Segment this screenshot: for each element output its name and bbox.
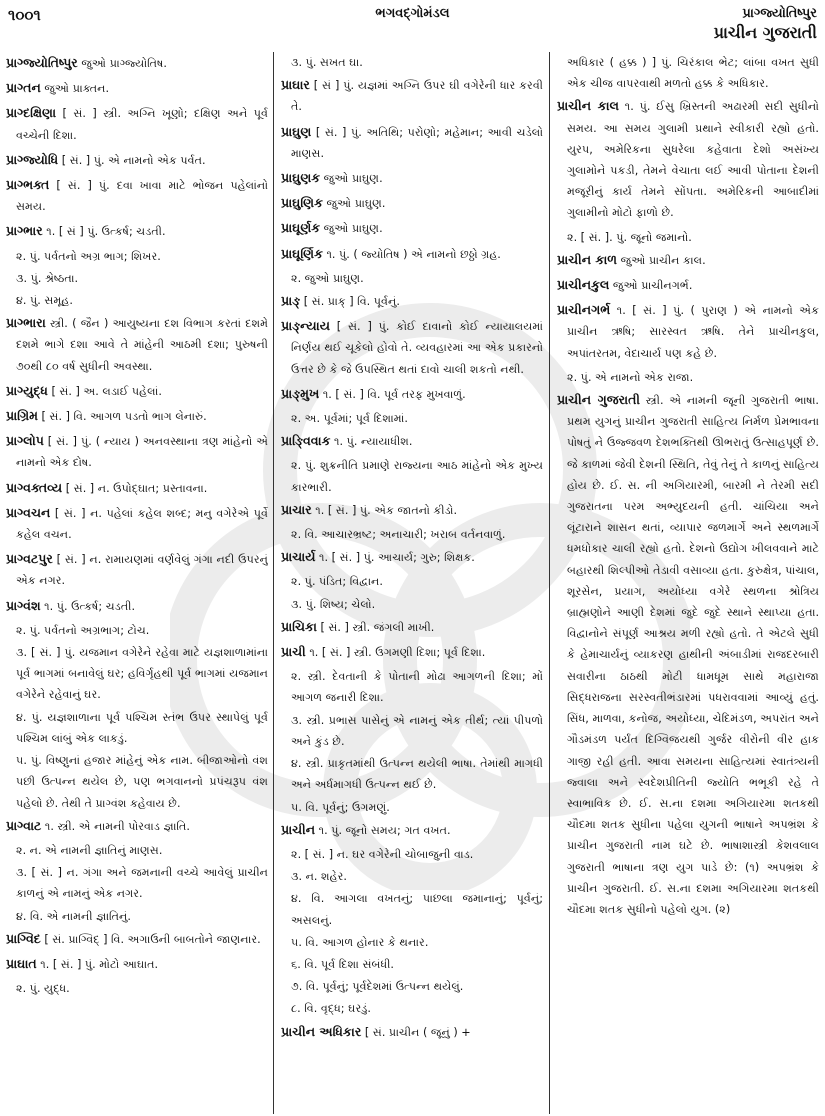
- dictionary-entry: [6, 928, 268, 950]
- definition-text: સ્ત્રી. ( જૈન ) આયુષ્યના દશ વિભાગ કરતાં દશમે દશમે ભાગે દશા આવે તે માંહેની આઠમી દશા; પુરુષની ૭૦થી ૮૦ વર્ષ સુધીની અવસ્થા.: [16, 317, 268, 373]
- dictionary-entry: [281, 383, 543, 405]
- definition-text: ૧. [ સં. ] પું. ( પુરાણ ) એ નામનો એક પ્રાચીન ઋષિ; સારસ્વત ઋષિ. તેને પ્રાચીનકુલ, અપાંતરતમ, વેદાચાર્ય પણ કહે છે.: [567, 304, 819, 360]
- sense-definition: ૨. પું. પર્વતનો અગ્ર ભાગ; શિખર.: [16, 249, 161, 263]
- sense-definition: ૨. સ્ત્રી. દેવતાની કે પોતાની મોઢા આગળની દિશા; મોં આગળ જનારી દિશા.: [291, 670, 543, 705]
- definition-text: [ સં ] પું. યજ્ઞમાં અગ્નિ ઉપર ઘી વગેરેની ધાર કરવી તે.: [291, 79, 543, 114]
- definition-text: ૧. [ સં ] પું. ઉત્કર્ષ; ચડતી.: [42, 225, 166, 239]
- sense-definition: ૨. [ સં. ] ન. ઘર વગેરેની ચોબાજુની વાડ.: [291, 847, 474, 861]
- headword: પ્રાગ્ભારા: [6, 315, 46, 331]
- headword: પ્રાગ્વિદ: [6, 930, 41, 946]
- sense-definition: ૨. ન. એ નામની જ્ઞાતિનું માણસ.: [16, 843, 163, 857]
- dictionary-entry: [557, 249, 819, 271]
- sense-definition: ૫. વિ. આગળ હોનાર કે થનાર.: [291, 935, 429, 949]
- page-header: [0, 0, 825, 50]
- sense-definition: ૪. પું. યજ્ઞશાળાના પૂર્વ પશ્ચિમ સ્તંભ ઉપર સ્થાપેલું પૂર્વ પશ્ચિમ લાંબું એક લાકડું.: [16, 710, 268, 745]
- headword: પ્રાઘૂર્ણક: [281, 220, 321, 236]
- definition-text: [ સં. ] અ. લડાઈ પહેલાં.: [47, 384, 162, 398]
- sense-definition: ૬. વિ. પૂર્વ દિશા સંબંધી.: [291, 957, 394, 971]
- dictionary-entry: [557, 95, 819, 223]
- column-divider: [273, 52, 274, 1114]
- headword: પ્રાચાર: [281, 501, 312, 517]
- sense-definition: અધિકાર ( હક્ક ) ] પું. ચિરંકાલ ભેટ; લાંબા વખત સુધી એક ચીજ વાપરવાથી મળતો હક્ક કે અધિકાર.: [567, 56, 819, 91]
- headword: પ્રાગ્લોપ: [6, 433, 44, 449]
- definition-text: [ સં. ] સ્ત્રી. અગ્નિ ખૂણો; દક્ષિણ અને પૂર્વ વચ્ચેની દિશા.: [16, 107, 268, 142]
- headword: પ્રાઙ્મુખ: [281, 385, 320, 401]
- definition-text: [ સં. ] સ્ત્રી. જંગલી માખી.: [316, 620, 435, 634]
- definition-text: [ સં. ] ન. ઉપોદ્ઘાત; પ્રસ્તાવના.: [62, 481, 208, 495]
- definition-text: [ સં. ] પું. એ નામનો એક પર્વત.: [58, 153, 206, 167]
- dictionary-columns: [0, 52, 825, 1116]
- definition-text: ૧. [ સં. ] પું. મોટો આઘાત.: [36, 957, 159, 971]
- sense-definition: ૨. જુઓ પ્રાઘુણ.: [291, 271, 364, 285]
- definition-text: ૧. [ સં. ] પું. આચાર્ય; ગુરુ; શિક્ષક.: [315, 551, 475, 565]
- dictionary-entry: [6, 595, 268, 617]
- headword: પ્રાઘૂર્ણિક: [281, 245, 323, 261]
- definition-text: [ સં. ] ન. પહેલાં કહેલ શબ્દ; મનુ વગેરેએ પૂર્વે કહેલ વચન.: [16, 506, 268, 542]
- column-3: [557, 52, 819, 1112]
- sense-definition: ૮. વિ. વૃદ્ધ; ઘરડું.: [291, 1002, 371, 1016]
- running-title: ભગવદ્ગોમંડલ: [375, 6, 450, 21]
- definition-text: ૧. પું. ઉત્કર્ષ; ચડતી.: [40, 599, 135, 613]
- dictionary-entry: [6, 548, 268, 591]
- dictionary-entry: [281, 546, 543, 568]
- headword: પ્રાગ્વંશ: [6, 597, 41, 613]
- dictionary-entry: [281, 641, 543, 663]
- column-2: [281, 52, 543, 1112]
- sense-definition: ૩. પું. શિષ્ય; ચેલો.: [291, 597, 376, 611]
- dictionary-entry: [281, 192, 543, 214]
- dictionary-entry: [6, 149, 268, 171]
- definition-text: [ સં. ] વિ. આગળ પડતો ભાગ લેનારું.: [37, 410, 207, 424]
- definition-text: [ સં. ] પું. દવા ખાવા માટે ભોજન પહેલાંનો સમય.: [16, 179, 268, 214]
- dictionary-entry: [281, 1021, 543, 1043]
- dictionary-entry: [557, 389, 819, 920]
- dictionary-entry: [6, 477, 268, 499]
- headword: પ્રાચીન ગુજરાતી: [557, 392, 640, 408]
- headword: પ્રાચાર્ય: [281, 549, 316, 565]
- sense-definition: ૩. પું. શ્રેષ્ઠતા.: [16, 271, 79, 285]
- column-1: [6, 52, 268, 1112]
- sense-definition: ૨. પું. પંડિત; વિદ્વાન.: [291, 575, 383, 589]
- headword: પ્રાઘુણક: [281, 170, 321, 186]
- headword: પ્રાચીન: [281, 821, 316, 837]
- sense-definition: ૫. વિ. પૂર્વનું; ઉગમણું.: [291, 800, 390, 814]
- definition-text: ૧. પું. ( જ્યોતિષ ) એ નામનો છઠ્ઠો ગ્રહ.: [322, 247, 501, 261]
- dictionary-entry: [6, 380, 268, 402]
- headword: પ્રાચીન અધિકાર: [281, 1023, 362, 1039]
- guide-word-first: પ્રાગ્જ્યોતિષ્પુર: [742, 6, 817, 21]
- dictionary-entry: [6, 405, 268, 427]
- page-number: ૧૦૦૧: [8, 6, 41, 24]
- headword: પ્રાગ્યુદ્ધ: [6, 382, 48, 398]
- dictionary-entry: [281, 290, 543, 312]
- dictionary-entry: [281, 121, 543, 164]
- sense-definition: ૩. ન. શહેર.: [291, 870, 347, 884]
- headword: પ્રાગ્દક્ષિણા: [6, 105, 57, 121]
- headword: પ્રાગ્વટપુર: [6, 551, 53, 567]
- guide-word-last: પ્રાચીન ગુજરાતી: [713, 23, 817, 42]
- headword: પ્રાગ્વચન: [6, 504, 51, 520]
- headword: પ્રાઙ્: [281, 293, 301, 309]
- dictionary-entry: [281, 499, 543, 521]
- headword: પ્રાચીનકુલ: [557, 277, 610, 293]
- dictionary-entry: [557, 274, 819, 296]
- definition-text: જુઓ પ્રાગ્જ્યોતિષ.: [77, 57, 167, 70]
- definition-text: ૧. [ સં. ] પું. એક જાતનો કીડો.: [311, 503, 458, 517]
- headword: પ્રાગ્તન: [6, 80, 41, 96]
- headword: પ્રાગ્રિમ: [6, 408, 38, 424]
- definition-text: ૧. પું. ન્યાયાધીશ.: [330, 435, 413, 449]
- definition-text: સ્ત્રી. એ નામની જૂની ગુજરાતી ભાષા. પ્રથમ યુગનું પ્રાચીન ગુજરાતી સાહિત્ય નિર્મળ પ્રેમભાવના પોષતું ને ઉજ્જવળ દેશભક્તિથી ઊભરાતું ઉત્સાહપૂર્ણ છે. જે કાળમાં જેવી દેશની સ્થિતિ, તેવું તેનું તે કાળનું સાહિત્ય હોય છે. ઈ. સ. ની અગિયારમી, બારમી ને તેરમી સદી ગુજરાતના પરમ અભ્યુદયની હતી. ચાંચિયા અને લૂંટારાને શાસન થતાં, વ્યાપાર જળમાર્ગે અને સ્થળમાર્ગે ધમધોકાર ચાલી રહ્યો હતો. દેશનો ઉદ્યોગ ખીલવવાને માટે બહારથી શિલ્પીઓ તેડાવી વસાવ્યા હતા. કુરુક્ષેત્ર, પાંચાલ, શૂરસેન, પ્રયાગ, અયોધ્યા વગેરે સ્થળના શ્રોત્રિય બ્રાહ્મણોને આણી દેશમાં જુદે જુદે સ્થાને સ્થાપ્યા હતા. વિદ્વાનોને સંપૂર્ણ આશ્રય મળી રહ્યો હતો. તે એટલે સુધી કે હેમાચાર્યનું વ્યાકરણ હાથીની અંબાડીમાં રાજદરબારી સવારીના ઠાઠથી મોટી ધામધૂમ સાથે મહારાજા સિદ્ધરાજના સરસ્વતીભંડારમાં પધરાવવામાં આવ્યું હતું. સિંધ, માળવા, કનોજ, અયોધ્યા, ચેદિમંડળ, અપરાંત અને ગૌડમંડળ પર્યંત દિગ્વિજયથી ગુર્જર વીરોની વીર હાક ગાજી રહી હતી. આવા સમયના સાહિત્યમાં સ્વાતંત્ર્યની જ્વાલા અને સ્વદેશપ્રીતિની જ્યોતિ ભભૂકી રહે તે સ્વાભાવિક છે. ઈ. સ.ના દશમા અગિયારમા શતકથી ચૌદમા શતક સુધીના પહેલા યુગની ભાષાને અપભ્રંશ કે પ્રાચીન ગુજરાતી નામ ઘટે છે. ભાષાશાસ્ત્રી કેશવલાલ ગુજરાતી ભાષાના ત્રણ યુગ પાડે છે: (૧) અપભ્રંશ કે પ્રાચીન ગુજરાતી. ઈ. સ.ના દશમા અગિયારમા શતકથી ચૌદમા શતક સુધીનો પહેલો યુગ. (૨): [567, 394, 819, 916]
- column-divider: [549, 52, 550, 1114]
- headword: પ્રાગ્વક્તવ્ય: [6, 479, 63, 495]
- dictionary-entry: [6, 220, 268, 242]
- dictionary-entry: [281, 430, 543, 452]
- sense-definition: ૪. વિ. આગલા વખતનું; પાછલા જમાનાનું; પૂર્વનું; અસલનું.: [291, 892, 543, 927]
- guide-words: [714, 4, 817, 42]
- headword: પ્રાઘાત: [6, 955, 37, 971]
- headword: પ્રાચીનગર્ભ: [557, 302, 611, 318]
- sense-definition: ૩. [ સં. ] પું. યજમાન વગેરેને રહેવા માટે યજ્ઞશાળામાંના પૂર્વ ભાગમાં બનાવેલું ઘર; હવિર્ગૃહથી પૂર્વ ભાગમાં યજમાન વગેરેને રહેવાનું ઘર.: [16, 646, 268, 702]
- dictionary-entry: [281, 315, 543, 380]
- headword: પ્રાગ્ભક્ત: [6, 177, 50, 193]
- definition-text: [ સં. પ્રાગ્વિદ્ ] વિ. અગાઉની બાબતોને જાણનાર.: [40, 932, 261, 946]
- definition-text: ૧. સ્ત્રી. એ નામની પોરવાડ જ્ઞાતિ.: [41, 819, 190, 833]
- dictionary-entry: [281, 243, 543, 265]
- dictionary-entry: [6, 77, 268, 99]
- headword: પ્રાગ્ભાર: [6, 223, 43, 239]
- headword: પ્રાગ્જ્યોતિષ્પુર: [6, 55, 78, 70]
- headword: પ્રાચીન કાળ: [557, 251, 618, 267]
- sense-definition: ૨. વિ. આચારભ્રષ્ટ; અનાચારી; ખરાબ વર્તનવાળું.: [291, 528, 506, 542]
- definition-text: [ સં. ] પું. કોઈ દાવાનો કોઈ ન્યાયાલયમાં નિર્ણય થઈ ચૂકેલો હોવો તે. વ્યવહારમાં આ એક પ્રકારનો ઉત્તર છે કે જે ઉપસ્થિત થતાં દાવો ચાલી શકતો નથી.: [291, 320, 543, 376]
- headword: પ્રાઘુણિક: [281, 195, 323, 211]
- headword: પ્રાચિકા: [281, 618, 317, 634]
- dictionary-entry: [6, 174, 268, 217]
- definition-text: [ સં. પ્રાક્ ] વિ. પૂર્વનું.: [300, 295, 400, 309]
- sense-definition: ૭. વિ. પૂર્વનું; પૂર્વદેશમાં ઉત્પન્ન થયેલું.: [291, 980, 464, 994]
- headword: પ્રાગ્જ્યોધિ: [6, 151, 59, 167]
- dictionary-entry: [281, 616, 543, 638]
- headword: પ્રાઘુણ: [281, 123, 312, 139]
- sense-definition: ૩. સ્ત્રી. પ્રભાસ પાસેનું એ નામનું એક તીર્થ; ત્યાં પીપળો અને કુંડ છે.: [291, 713, 543, 748]
- definition-text: [ સં. ] પું. અતિથિ; પરોણો; મહેમાન; આવી ચડેલો માણસ.: [291, 125, 543, 160]
- sense-definition: ૨. અ. પૂર્વમાં; પૂર્વ દિશામાં.: [291, 412, 408, 426]
- definition-text: જુઓ પ્રાઘુણ.: [320, 222, 383, 236]
- sense-definition: ૫. પું. વિષ્ણુનાં હજાર માંહેનું એક નામ. બીજાઓનો વંશ પછી ઉત્પન્ન થયેલ છે, પણ ભગવાનનો પ્રપંચરૂપ વંશ પહેલો છે. તેથી તે પ્રાગ્વંશ કહેવાય છે.: [16, 754, 268, 810]
- dictionary-entry: [281, 74, 543, 117]
- sense-definition: ૨. પું. શુક્રનીતિ પ્રમાણે રાજ્યના આઠ માંહેનો એક મુખ્ય કારભારી.: [291, 459, 543, 494]
- dictionary-entry: [6, 312, 268, 377]
- sense-definition: ૨. [ સં. ]. પું. જૂનો જમાનો.: [567, 230, 692, 244]
- dictionary-entry: [281, 819, 543, 841]
- sense-definition: ૨. પું. પર્વતનો અગ્રભાગ; ટોચ.: [16, 623, 150, 637]
- sense-definition: ૪. પું. સમૂહ.: [16, 294, 73, 308]
- headword: પ્રાચી: [281, 644, 306, 660]
- headword: પ્રાઙ્વિવાક: [281, 433, 331, 449]
- sense-definition: ૨. પું. યુદ્ધ.: [16, 982, 70, 996]
- definition-text: ૧. [ સં. ] સ્ત્રી. ઉગમણી દિશા; પૂર્વ દિશા.: [305, 646, 486, 660]
- definition-text: [ સં. ] પું. ( ન્યાય ) અનવસ્થાના ત્રણ માંહેનો એ નામનો એક દોષ.: [16, 435, 268, 470]
- dictionary-entry: [6, 52, 268, 74]
- definition-text: જુઓ પ્રાચીનગર્ભ.: [609, 279, 693, 293]
- dictionary-entry: [281, 167, 543, 189]
- definition-text: ૧. [ સં. ] વિ. પૂર્વ તરફ મુખવાળું.: [319, 387, 466, 401]
- definition-text: ૧. પું. જૂનો સમય; ગત વખત.: [315, 823, 451, 837]
- sense-definition: ૩. પું. સખત ઘા.: [291, 56, 363, 69]
- definition-text: જુઓ પ્રાઘુણ.: [320, 172, 383, 186]
- headword: પ્રાઙ્ન્યાય: [281, 318, 330, 334]
- dictionary-entry: [6, 815, 268, 837]
- definition-text: [ સં. ] ન. રામાયણમાં વર્ણવેલું ગંગા નદી ઉપરનું એક નગર.: [16, 553, 268, 588]
- dictionary-entry: [557, 299, 819, 364]
- sense-definition: ૨. પું. એ નામનો એક રાજા.: [567, 370, 694, 384]
- dictionary-entry: [6, 430, 268, 473]
- dictionary-entry: [6, 102, 268, 145]
- dictionary-entry: [6, 953, 268, 975]
- headword: પ્રાગ્વાટ: [6, 817, 42, 833]
- dictionary-entry: [281, 217, 543, 239]
- definition-text: [ સં. પ્રાચીન ( જૂનું ) +: [361, 1025, 471, 1039]
- sense-definition: ૪. વિ. એ નામની જ્ઞાતિનું.: [16, 909, 131, 923]
- definition-text: જુઓ પ્રાઘુણ.: [322, 197, 386, 211]
- headword: પ્રાચીન કાલ: [557, 98, 619, 114]
- sense-definition: ૪. સ્ત્રી. પ્રાકૃતમાંથી ઉત્પન્ન થયેલી ભાષા. તેમાંથી માગધી અને અર્ધમાગધી ઉત્પન્ન થઈ છે.: [291, 757, 543, 792]
- definition-text: જુઓ પ્રાચીન કાલ.: [617, 253, 706, 267]
- headword: પ્રાઘાર: [281, 77, 310, 93]
- definition-text: ૧. પું. ઈસુ ખ્રિસ્તની અઢારમી સદી સુધીનો સમય. આ સમય ગુલામી પ્રથાને સ્વીકારી રહ્યો હતો. યુરપ, અમેરિકના સુધરેલા કહેવાતા દેશો અસંખ્ય ગુલામોને પકડી, તેમને વેચાતા લઈ આવી પોતાના દેશની મજૂરીનું કાર્ય તેમને સોંપતા. અમેરિકની આબાદીમાં ગુલામીનો મોટો ફાળો છે.: [567, 100, 819, 220]
- definition-text: જુઓ પ્રાક્તન.: [40, 82, 110, 96]
- dictionary-entry: [6, 502, 268, 545]
- sense-definition: ૩. [ સં. ] ન. ગંગા અને જમનાની વચ્ચે આવેલું પ્રાચીન કાળનું એ નામનું એક નગર.: [16, 866, 268, 901]
